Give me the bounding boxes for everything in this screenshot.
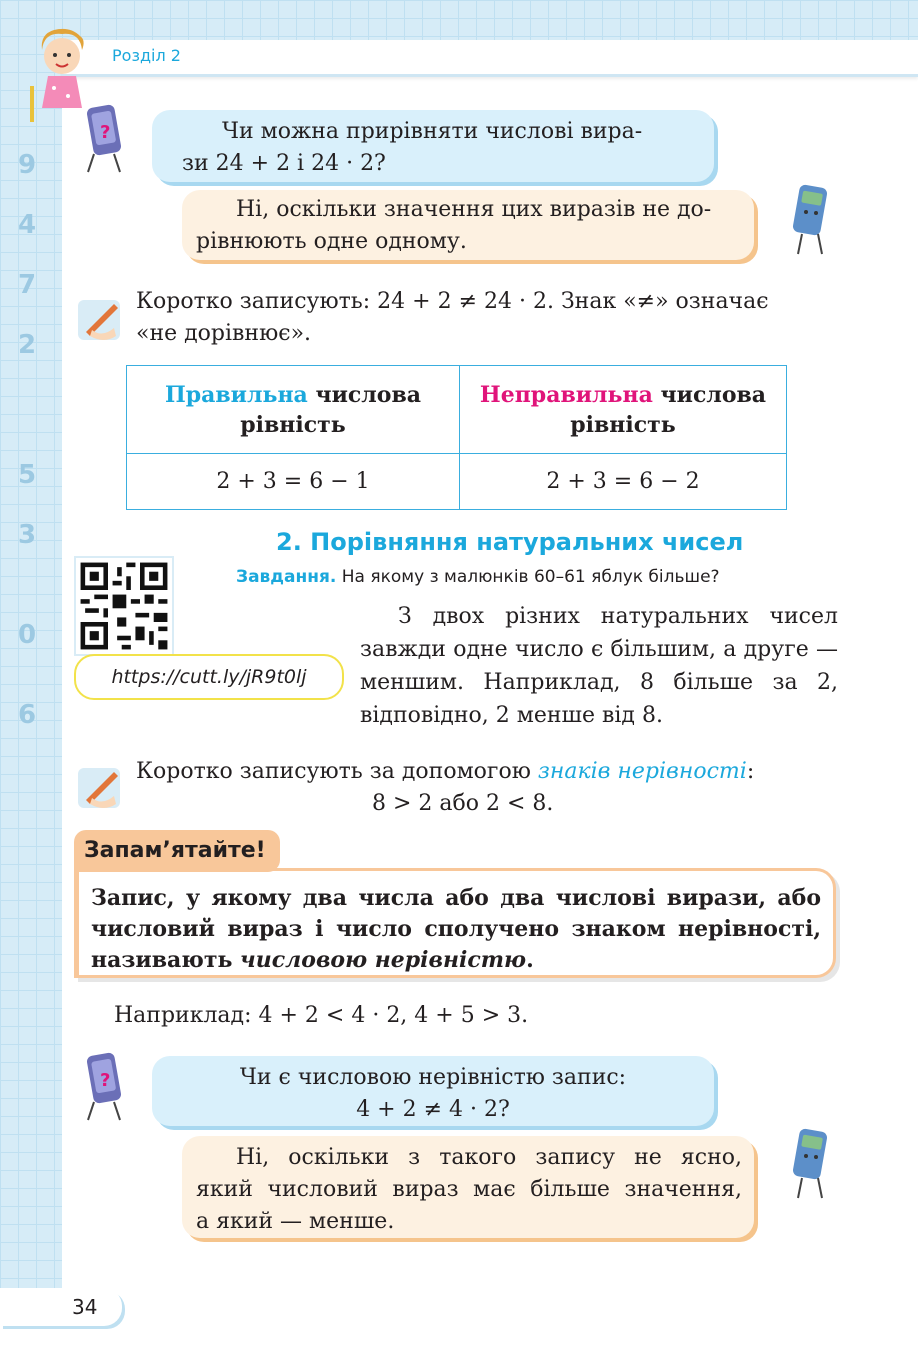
header-text: рівність: [570, 411, 676, 438]
digit-decoration: 9: [18, 150, 37, 180]
answer-line: Ні, оскільки значення цих виразів не до-: [236, 197, 712, 222]
answer-bubble: [182, 1136, 754, 1238]
question-bubble: [152, 110, 714, 182]
section-label: Розділ 2: [112, 46, 181, 65]
task-line: [236, 567, 720, 587]
paragraph-line: завжди одне число є більшим, а друге —: [360, 637, 838, 662]
qr-url-link[interactable]: https://cutt.ly/jR9t0lj: [74, 654, 344, 700]
remember-tag: Запам’ятайте!: [74, 830, 280, 872]
table-cell: 2 + 3 = 6 − 2: [460, 454, 787, 510]
question-line: Чи є числовою нерівністю запис:: [239, 1065, 627, 1090]
header-text: числова: [652, 381, 767, 408]
question-robot-icon: [74, 1046, 134, 1126]
svg-text:?: ?: [100, 1070, 111, 1091]
paragraph-line: меншим. Наприклад, 8 більше за 2,: [360, 670, 838, 695]
question-bubble: [152, 1056, 714, 1126]
digit-decoration: 6: [18, 700, 37, 730]
digit-decoration: 3: [18, 520, 37, 550]
note-colon: :: [746, 759, 755, 784]
paragraph-line: відповідно, 2 менше від 8.: [360, 703, 663, 728]
note-example: 8 > 2 або 2 < 8.: [372, 791, 554, 816]
header-text: числова: [307, 381, 422, 408]
writing-hand-icon: [74, 290, 128, 348]
digit-decoration: 4: [18, 210, 37, 240]
top-band-decoration: [62, 0, 918, 40]
answer-line: а який — менше.: [196, 1209, 395, 1234]
equality-table: [126, 365, 787, 510]
answer-bubble: [182, 190, 754, 260]
question-line: 4 + 2 ≠ 4 · 2?: [356, 1097, 510, 1122]
note-term: знаків нерівності: [537, 759, 747, 784]
sidebar-decoration: [0, 0, 62, 1300]
answer-line: рівнюють одне одному.: [196, 229, 467, 254]
task-label: Завдання.: [236, 567, 337, 587]
digit-decoration: 5: [18, 460, 37, 490]
answer-line: який числовий вираз має більше значення,: [196, 1177, 742, 1202]
note-text: [136, 286, 838, 350]
question-line: зи 24 + 2 і 24 · 2?: [182, 151, 386, 176]
note-text: Коротко записують за допомогою: [136, 759, 538, 784]
task-text: На якому з малюнків 60–61 яблук більше?: [336, 567, 720, 587]
paragraph-line: З двох різних натуральних чисел: [398, 604, 838, 629]
digit-decoration: 0: [18, 620, 37, 650]
remember-text: Запис, у якому два числа або два числові вирази, або числовий вираз і число сполучено знаком нерівності, називають: [91, 885, 821, 973]
incorrect-word: Неправильна: [479, 381, 653, 408]
writing-hand-icon: [74, 758, 128, 816]
remember-end: .: [526, 947, 534, 973]
note-line: [136, 756, 838, 788]
question-line: Чи можна прирівняти числові вира-: [222, 119, 643, 144]
note-line: «не дорівнює».: [136, 321, 312, 346]
table-header-cell: [127, 366, 460, 454]
question-robot-icon: [74, 98, 134, 178]
table-header-cell: [460, 366, 787, 454]
digit-decoration: 7: [18, 270, 37, 300]
correct-word: Правильна: [164, 381, 308, 408]
svg-text:?: ?: [100, 122, 111, 143]
header-text: рівність: [240, 411, 346, 438]
answer-robot-icon: [780, 1124, 840, 1204]
qr-code-icon[interactable]: [74, 556, 174, 656]
page-number: 34: [0, 1288, 122, 1326]
note-line: Коротко записують: 24 + 2 ≠ 24 · 2. Знак «≠» означає: [136, 289, 769, 314]
subsection-title: 2. Порівняння натуральних чисел: [276, 528, 744, 556]
table-cell: 2 + 3 = 6 − 1: [127, 454, 460, 510]
answer-robot-icon: [780, 180, 840, 260]
answer-line: Ні, оскільки з такого запису не ясно,: [236, 1145, 742, 1170]
comparison-paragraph: [360, 600, 838, 732]
inequality-note: [136, 756, 838, 820]
remember-box: [74, 868, 836, 978]
digit-decoration: 2: [18, 330, 37, 360]
header-bar: [62, 40, 918, 77]
example-line: Наприклад: 4 + 2 < 4 · 2, 4 + 5 > 3.: [114, 1003, 529, 1028]
remember-term: числовою нерівністю: [240, 947, 527, 973]
